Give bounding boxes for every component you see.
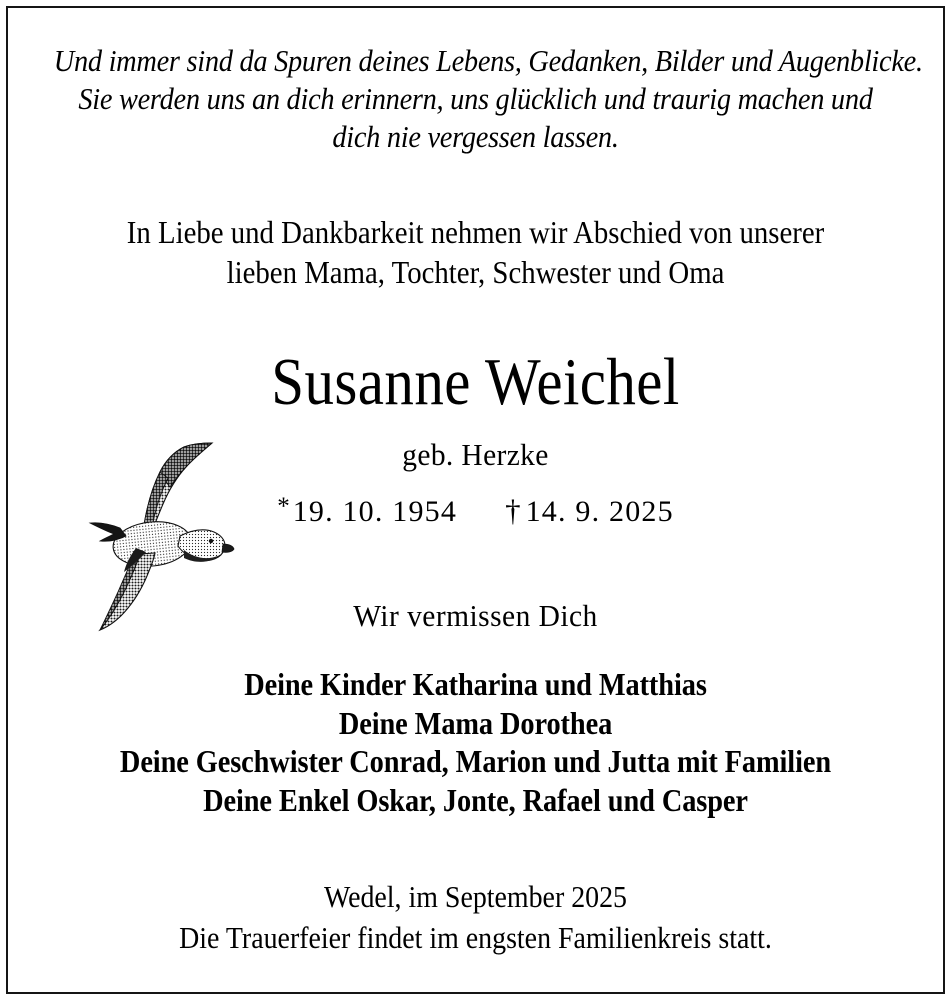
death-date-group <box>505 492 674 531</box>
deceased-maiden-name: geb. Herzke <box>402 437 549 472</box>
memorial-verse <box>8 42 943 156</box>
obituary-notice-card <box>6 6 945 994</box>
deceased-name: Susanne Weichel <box>271 345 680 419</box>
closing-ceremony-note: Die Trauerfeier findet im engsten Familienkreis statt. <box>179 920 772 955</box>
survivor-line-mother: Deine Mama Dorothea <box>338 705 613 741</box>
birth-date-group <box>277 488 457 531</box>
birth-date-value: 19. 10. 1954 <box>292 495 458 528</box>
closing-place-date: Wedel, im September 2025 <box>323 879 628 914</box>
dagger-death-icon: † <box>505 493 521 528</box>
closing-details <box>8 876 943 958</box>
survivor-line-children: Deine Kinder Katharina und Matthias <box>244 667 707 702</box>
farewell-intro <box>8 212 943 292</box>
survivors-list <box>8 666 943 820</box>
intro-line-1: In Liebe und Dankbarkeit nehmen wir Abschied von unserer <box>126 214 825 250</box>
verse-line-3: dich nie vergessen lassen. <box>332 120 619 154</box>
intro-line-2: lieben Mama, Tochter, Schwester und Oma <box>226 254 725 290</box>
survivor-line-grandchildren: Deine Enkel Oskar, Jonte, Rafael und Casper <box>203 782 748 818</box>
death-date-value: 14. 9. 2025 <box>525 495 674 528</box>
verse-line-2: Sie werden uns an dich erinnern, uns glücklich und traurig machen und <box>78 82 873 116</box>
verse-line-1: Und immer sind da Spuren deines Lebens, Gedanken, Bilder und Augenblicke. <box>53 44 923 78</box>
survivor-line-siblings: Deine Geschwister Conrad, Marion und Jutta mit Familien <box>119 744 832 779</box>
asterisk-birth-icon: * <box>277 493 290 520</box>
missing-you-line: Wir vermissen Dich <box>353 598 598 633</box>
